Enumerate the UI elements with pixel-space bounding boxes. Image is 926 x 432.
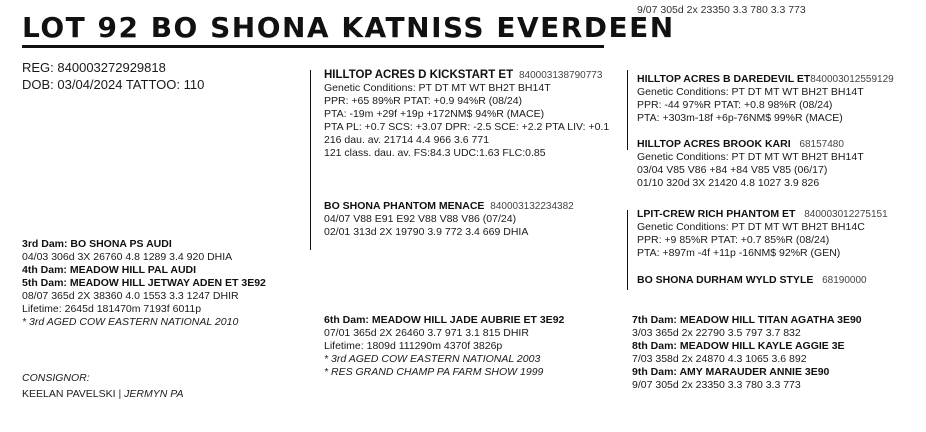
dam-name: BO SHONA PHANTOM MENACE: [324, 200, 485, 212]
seventh-dam-label: 7th Dam: MEADOW HILL TITAN AGATHA 3E90: [632, 314, 862, 326]
sire-dam-line: Genetic Conditions: PT DT MT WT BH2T BH14T: [637, 151, 864, 163]
title-underline: [22, 45, 604, 48]
sire-line: 121 class. dau. av. FS:84.3 UDC:1.63 FLC:0.85: [324, 147, 546, 159]
consignor-name: KEELAN PAVELSKI: [22, 388, 116, 400]
dam-reg: 840003132234382: [490, 201, 574, 212]
sire-sire-name: HILLTOP ACRES B DAREDEVIL ET: [637, 73, 811, 85]
right-dams-block: [632, 314, 862, 392]
fifth-dam-note: * 3rd AGED COW EASTERN NATIONAL 2010: [22, 316, 239, 328]
ninth-dam-label: 9th Dam: AMY MARAUDER ANNIE 3E90: [632, 366, 830, 378]
dam-sire-line: PTA: +897m -4f +11p -16NM$ 92%R (GEN): [637, 247, 841, 259]
sixth-dam-lifetime: Lifetime: 1809d 111290m 4370f 3826p: [324, 340, 503, 352]
dam-dam-name: BO SHONA DURHAM WYLD STYLE: [637, 274, 814, 286]
fourth-dam-label: 4th Dam: MEADOW HILL PAL AUDI: [22, 264, 197, 276]
fifth-dam-lifetime: Lifetime: 2645d 181470m 7193f 6011p: [22, 303, 202, 315]
lot-title: LOT 92 BO SHONA KATNISS EVERDEEN: [22, 11, 675, 44]
third-dam-record: 04/03 306d 3X 26760 4.8 1289 3.4 920 DHIA: [22, 251, 233, 263]
sire-reg: 840003138790773: [518, 70, 603, 81]
sire-dam-block: [637, 138, 864, 190]
pedigree-connector: [310, 70, 311, 250]
third-dam-label: 3rd Dam: BO SHONA PS AUDI: [22, 238, 172, 250]
sire-line: PTA: -19m +29f +19p +172NM$ 94%R (MACE): [324, 108, 545, 120]
sire-line: 216 dau. av. 21714 4.4 966 3.6 771: [324, 134, 490, 146]
consignor-label: CONSIGNOR:: [22, 372, 90, 384]
consignor-block: [22, 372, 183, 401]
dam-sire-line: PPR: +9 85%R PTAT: +0.7 85%R (08/24): [637, 234, 830, 246]
ninth-dam-record: 9/07 305d 2x 23350 3.3 780 3.3 773: [632, 379, 801, 391]
dam-sire-block: [637, 208, 888, 260]
sixth-dam-note: * 3rd AGED COW EASTERN NATIONAL 2003: [324, 353, 541, 365]
consignor-location: JERMYN PA: [124, 388, 184, 400]
consignor-separator: |: [118, 388, 122, 400]
eighth-dam-label: 8th Dam: MEADOW HILL KAYLE AGGIE 3E: [632, 340, 845, 352]
left-dams-block: [22, 238, 266, 329]
dam-dam-block: [637, 274, 867, 287]
sire-name: HILLTOP ACRES D KICKSTART ET: [324, 69, 514, 81]
sire-sire-line: PPR: -44 97%R PTAT: +0.8 98%R (08/24): [637, 99, 833, 111]
seventh-dam-record: 3/03 365d 2x 22790 3.5 797 3.7 832: [632, 327, 801, 339]
dob-tattoo: DOB: 03/04/2024 TATTOO: 110: [22, 77, 205, 92]
fifth-dam-record: 08/07 365d 2X 38360 4.0 1553 3.3 1247 DHIR: [22, 290, 239, 302]
animal-info: [22, 59, 204, 93]
sixth-dam-record: 07/01 365d 2X 26460 3.7 971 3.1 815 DHIR: [324, 327, 529, 339]
eighth-dam-record: 7/03 358d 2x 24870 4.3 1065 3.6 892: [632, 353, 807, 365]
sire-dam-reg: 68157480: [799, 139, 844, 150]
sire-line: Genetic Conditions: PT DT MT WT BH2T BH14T: [324, 82, 551, 94]
reg-number: REG: 840003272929818: [22, 60, 166, 75]
top-right-record: 9/07 305d 2x 23350 3.3 780 3.3 773: [637, 4, 806, 16]
dam-sire-reg: 840003012275151: [804, 209, 888, 220]
sire-line: PTA PL: +0.7 SCS: +3.07 DPR: -2.5 SCE: +2.2 PTA LIV: +0.1: [324, 121, 610, 133]
sire-sire-line: Genetic Conditions: PT DT MT WT BH2T BH14T: [637, 86, 864, 98]
sire-sire-line: PTA: +303m-18f +6p-76NM$ 99%R (MACE): [637, 112, 843, 124]
sire-line: PPR: +65 89%R PTAT: +0.9 94%R (08/24): [324, 95, 523, 107]
sire-dam-line: 01/10 320d 3X 21420 4.8 1027 3.9 826: [637, 177, 820, 189]
dam-line: 04/07 V88 E91 E92 V88 V88 V86 (07/24): [324, 213, 517, 225]
sire-dam-line: 03/04 V85 V86 +84 +84 V85 V85 (06/17): [637, 164, 828, 176]
dam-dam-reg: 68190000: [822, 275, 867, 286]
sixth-dam-note: * RES GRAND CHAMP PA FARM SHOW 1999: [324, 366, 544, 378]
pedigree-connector: [627, 70, 628, 150]
dam-sire-name: LPIT-CREW RICH PHANTOM ET: [637, 208, 796, 220]
sire-sire-reg: 840003012559129: [810, 74, 894, 85]
dam-sire-line: Genetic Conditions: PT DT MT WT BH2T BH14C: [637, 221, 865, 233]
sire-block: [324, 69, 609, 160]
pedigree-connector: [627, 210, 628, 290]
sixth-dam-block: [324, 314, 564, 379]
dam-line: 02/01 313d 2X 19790 3.9 772 3.4 669 DHIA: [324, 226, 529, 238]
dam-block: [324, 200, 574, 239]
fifth-dam-label: 5th Dam: MEADOW HILL JETWAY ADEN ET 3E92: [22, 277, 266, 289]
sire-dam-name: HILLTOP ACRES BROOK KARI: [637, 138, 791, 150]
sixth-dam-label: 6th Dam: MEADOW HILL JADE AUBRIE ET 3E92: [324, 314, 565, 326]
sire-sire-block: [637, 73, 894, 125]
